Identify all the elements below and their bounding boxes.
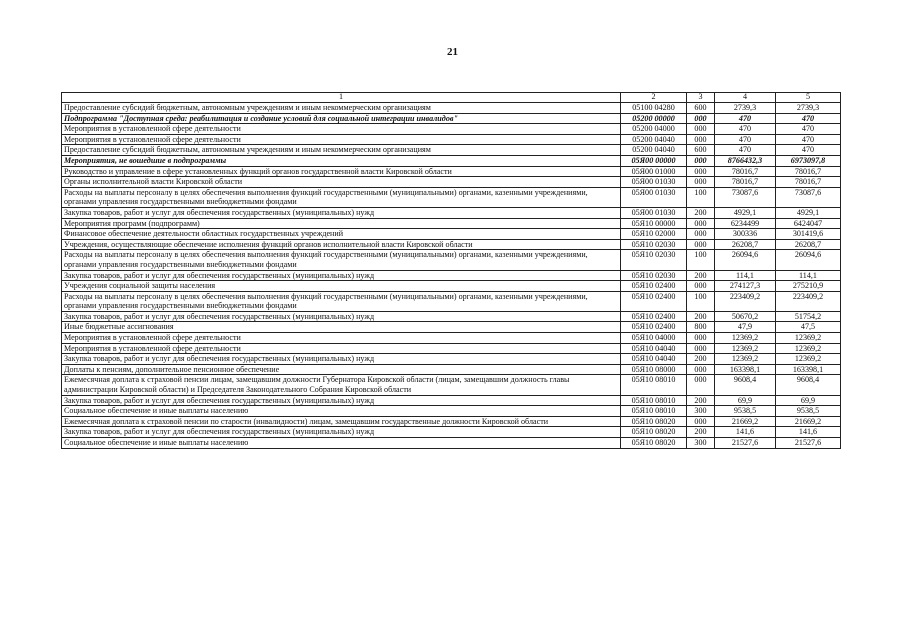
table-row [62, 134, 841, 145]
row-kind: 000 [687, 333, 715, 344]
row-code: 05Я10 02400 [621, 291, 687, 311]
row-kind: 300 [687, 406, 715, 417]
row-value-5: 6424047 [776, 218, 841, 229]
row-code: 05Я00 01030 [621, 177, 687, 188]
row-value-5: 4929,1 [776, 207, 841, 218]
row-value-4: 12369,2 [715, 354, 776, 365]
row-name: Мероприятия программ (подпрограмм) [62, 218, 621, 229]
row-kind: 600 [687, 145, 715, 156]
row-value-4: 26208,7 [715, 239, 776, 250]
table-row [62, 354, 841, 365]
row-name: Руководство и управление в сфере установленных функций органов государственной власти Кировской области [62, 166, 621, 177]
row-value-4: 78016,7 [715, 177, 776, 188]
row-value-5: 2739,3 [776, 103, 841, 114]
row-value-5: 223409,2 [776, 291, 841, 311]
row-value-5: 51754,2 [776, 311, 841, 322]
row-kind: 200 [687, 427, 715, 438]
row-value-4: 9608,4 [715, 375, 776, 395]
row-kind: 000 [687, 416, 715, 427]
row-code: 05200 00000 [621, 113, 687, 124]
row-name: Закупка товаров, работ и услуг для обеспечения государственных (муниципальных) нужд [62, 354, 621, 365]
table-row [62, 155, 841, 166]
row-value-4: 141,6 [715, 427, 776, 438]
row-value-5: 9538,5 [776, 406, 841, 417]
row-value-5: 470 [776, 113, 841, 124]
table-row [62, 270, 841, 281]
row-code: 05Я10 08010 [621, 375, 687, 395]
row-value-4: 50670,2 [715, 311, 776, 322]
row-kind: 000 [687, 229, 715, 240]
row-name: Предоставление субсидий бюджетным, автономным учреждениям и иным некоммерческим организациям [62, 103, 621, 114]
row-value-4: 6234499 [715, 218, 776, 229]
row-code: 05Я10 04040 [621, 343, 687, 354]
row-name: Финансовое обеспечение деятельности областных государственных учреждений [62, 229, 621, 240]
row-value-4: 2739,3 [715, 103, 776, 114]
table-row [62, 281, 841, 292]
row-name: Социальное обеспечение и иные выплаты населению [62, 406, 621, 417]
row-name: Расходы на выплаты персоналу в целях обеспечения выполнения функций государственными (муниципальными) органами, казенными учреждениями, органами управления государственными внебюджетными фондами [62, 291, 621, 311]
row-code: 05Я00 01030 [621, 187, 687, 207]
row-code: 05Я10 02400 [621, 311, 687, 322]
table-row [62, 239, 841, 250]
row-value-4: 21669,2 [715, 416, 776, 427]
row-kind: 200 [687, 395, 715, 406]
row-value-4: 12369,2 [715, 333, 776, 344]
table-row [62, 177, 841, 188]
table-row [62, 145, 841, 156]
row-code: 05Я10 02400 [621, 281, 687, 292]
row-name: Органы исполнительной власти Кировской области [62, 177, 621, 188]
table-row [62, 343, 841, 354]
row-code: 05Я10 00000 [621, 218, 687, 229]
row-kind: 000 [687, 375, 715, 395]
table-row [62, 124, 841, 135]
row-value-4: 9538,5 [715, 406, 776, 417]
row-value-5: 78016,7 [776, 177, 841, 188]
row-value-4: 47,9 [715, 322, 776, 333]
row-name: Ежемесячная доплата к страховой пенсии лицам, замещавшим должности Губернатора Кировской области (лицам, замещавшим должность главы администрации Кировской области) и Председателя Законодательного Собрания Кировской области [62, 375, 621, 395]
table-row [62, 395, 841, 406]
row-name: Учреждения, осуществляющие обеспечение исполнения функций органов исполнительной власти Кировской области [62, 239, 621, 250]
table-row [62, 113, 841, 124]
row-name: Мероприятия в установленной сфере деятельности [62, 343, 621, 354]
row-kind: 200 [687, 207, 715, 218]
row-kind: 800 [687, 322, 715, 333]
row-value-5: 301419,6 [776, 229, 841, 240]
row-name: Социальное обеспечение и иные выплаты населению [62, 438, 621, 449]
row-code: 05Я10 08000 [621, 364, 687, 375]
row-value-5: 12369,2 [776, 333, 841, 344]
row-value-5: 12369,2 [776, 354, 841, 365]
page-number: 21 [447, 46, 458, 58]
row-kind: 100 [687, 250, 715, 270]
row-value-5: 21669,2 [776, 416, 841, 427]
row-code: 05Я00 01000 [621, 166, 687, 177]
row-value-4: 8766432,3 [715, 155, 776, 166]
budget-table [61, 92, 841, 449]
row-value-4: 114,1 [715, 270, 776, 281]
table-row [62, 364, 841, 375]
table-body [62, 103, 841, 449]
row-value-5: 9608,4 [776, 375, 841, 395]
row-code: 05Я00 01030 [621, 207, 687, 218]
row-value-5: 47,5 [776, 322, 841, 333]
table-row [62, 427, 841, 438]
row-code: 05Я10 08020 [621, 427, 687, 438]
row-name: Подпрограмма "Доступная среда: реабилитация и создание условий для социальной интеграции инвалидов" [62, 113, 621, 124]
row-value-4: 470 [715, 145, 776, 156]
row-name: Предоставление субсидий бюджетным, автономным учреждениям и иным некоммерческим организациям [62, 145, 621, 156]
row-name: Закупка товаров, работ и услуг для обеспечения государственных (муниципальных) нужд [62, 207, 621, 218]
row-kind: 000 [687, 124, 715, 135]
row-kind: 300 [687, 438, 715, 449]
row-value-4: 470 [715, 134, 776, 145]
row-kind: 000 [687, 218, 715, 229]
column-header-1: 1 [62, 93, 621, 103]
row-value-5: 6973097,8 [776, 155, 841, 166]
row-code: 05Я10 02000 [621, 229, 687, 240]
row-kind: 200 [687, 270, 715, 281]
row-code: 05Я10 08020 [621, 416, 687, 427]
row-kind: 000 [687, 134, 715, 145]
row-value-4: 12369,2 [715, 343, 776, 354]
row-value-4: 69,9 [715, 395, 776, 406]
row-value-5: 163398,1 [776, 364, 841, 375]
row-name: Расходы на выплаты персоналу в целях обеспечения выполнения функций государственными (муниципальными) органами, казенными учреждениями, органами управления государственными внебюджетными фондами [62, 250, 621, 270]
row-value-5: 470 [776, 124, 841, 135]
row-code: 05Я10 08020 [621, 438, 687, 449]
row-kind: 000 [687, 177, 715, 188]
table-row [62, 103, 841, 114]
row-code: 05Я10 08010 [621, 395, 687, 406]
row-name: Мероприятия в установленной сфере деятельности [62, 333, 621, 344]
row-code: 05Я10 02030 [621, 270, 687, 281]
row-value-4: 470 [715, 113, 776, 124]
row-name: Закупка товаров, работ и услуг для обеспечения государственных (муниципальных) нужд [62, 311, 621, 322]
table-row [62, 229, 841, 240]
row-code: 05200 04040 [621, 134, 687, 145]
table-row [62, 322, 841, 333]
row-kind: 600 [687, 103, 715, 114]
table-row [62, 375, 841, 395]
row-value-4: 21527,6 [715, 438, 776, 449]
row-name: Закупка товаров, работ и услуг для обеспечения государственных (муниципальных) нужд [62, 270, 621, 281]
column-header-2: 2 [621, 93, 687, 103]
row-value-5: 12369,2 [776, 343, 841, 354]
row-name: Закупка товаров, работ и услуг для обеспечения государственных (муниципальных) нужд [62, 427, 621, 438]
row-code: 05Я10 02030 [621, 250, 687, 270]
row-kind: 000 [687, 166, 715, 177]
table-row [62, 250, 841, 270]
row-kind: 000 [687, 364, 715, 375]
row-name: Доплаты к пенсиям, дополнительное пенсионное обеспечение [62, 364, 621, 375]
row-name: Иные бюджетные ассигнования [62, 322, 621, 333]
row-value-5: 26094,6 [776, 250, 841, 270]
row-value-4: 274127,3 [715, 281, 776, 292]
row-kind: 000 [687, 343, 715, 354]
row-kind: 000 [687, 239, 715, 250]
row-value-5: 470 [776, 145, 841, 156]
row-name: Мероприятия, не вошедшие в подпрограммы [62, 155, 621, 166]
row-value-4: 223409,2 [715, 291, 776, 311]
row-kind: 000 [687, 281, 715, 292]
table-row [62, 416, 841, 427]
row-code: 05200 04000 [621, 124, 687, 135]
row-value-5: 73087,6 [776, 187, 841, 207]
row-code: 05Я10 02030 [621, 239, 687, 250]
table-row [62, 218, 841, 229]
column-header-3: 3 [687, 93, 715, 103]
row-name: Мероприятия в установленной сфере деятельности [62, 124, 621, 135]
row-code: 05200 04040 [621, 145, 687, 156]
table-row [62, 333, 841, 344]
row-value-5: 26208,7 [776, 239, 841, 250]
row-code: 05Я10 08010 [621, 406, 687, 417]
row-name: Ежемесячная доплата к страховой пенсии по старости (инвалидности) лицам, замещавшим государственные должности Кировской области [62, 416, 621, 427]
row-name: Закупка товаров, работ и услуг для обеспечения государственных (муниципальных) нужд [62, 395, 621, 406]
table-row [62, 311, 841, 322]
row-value-4: 300336 [715, 229, 776, 240]
row-kind: 000 [687, 113, 715, 124]
row-value-4: 78016,7 [715, 166, 776, 177]
table-header-row [62, 93, 841, 103]
row-kind: 100 [687, 291, 715, 311]
row-name: Учреждения социальной защиты населения [62, 281, 621, 292]
row-value-4: 73087,6 [715, 187, 776, 207]
table-row [62, 438, 841, 449]
row-code: 05Я10 04040 [621, 354, 687, 365]
row-code: 05Я00 00000 [621, 155, 687, 166]
row-value-4: 163398,1 [715, 364, 776, 375]
table-row [62, 406, 841, 417]
row-code: 05100 04280 [621, 103, 687, 114]
row-name: Мероприятия в установленной сфере деятельности [62, 134, 621, 145]
row-value-5: 69,9 [776, 395, 841, 406]
row-code: 05Я10 04000 [621, 333, 687, 344]
row-value-4: 26094,6 [715, 250, 776, 270]
column-header-5: 5 [776, 93, 841, 103]
row-value-5: 275210,9 [776, 281, 841, 292]
table-row [62, 187, 841, 207]
row-value-5: 21527,6 [776, 438, 841, 449]
row-name: Расходы на выплаты персоналу в целях обеспечения выполнения функций государственными (муниципальными) органами, казенными учреждениями, органами управления государственными внебюджетными фондами [62, 187, 621, 207]
row-kind: 200 [687, 354, 715, 365]
row-value-5: 141,6 [776, 427, 841, 438]
table-row [62, 291, 841, 311]
column-header-4: 4 [715, 93, 776, 103]
row-kind: 000 [687, 155, 715, 166]
row-value-5: 114,1 [776, 270, 841, 281]
row-value-5: 470 [776, 134, 841, 145]
row-value-4: 470 [715, 124, 776, 135]
row-value-4: 4929,1 [715, 207, 776, 218]
row-code: 05Я10 02400 [621, 322, 687, 333]
table-row [62, 207, 841, 218]
row-value-5: 78016,7 [776, 166, 841, 177]
table-row [62, 166, 841, 177]
row-kind: 100 [687, 187, 715, 207]
row-kind: 200 [687, 311, 715, 322]
